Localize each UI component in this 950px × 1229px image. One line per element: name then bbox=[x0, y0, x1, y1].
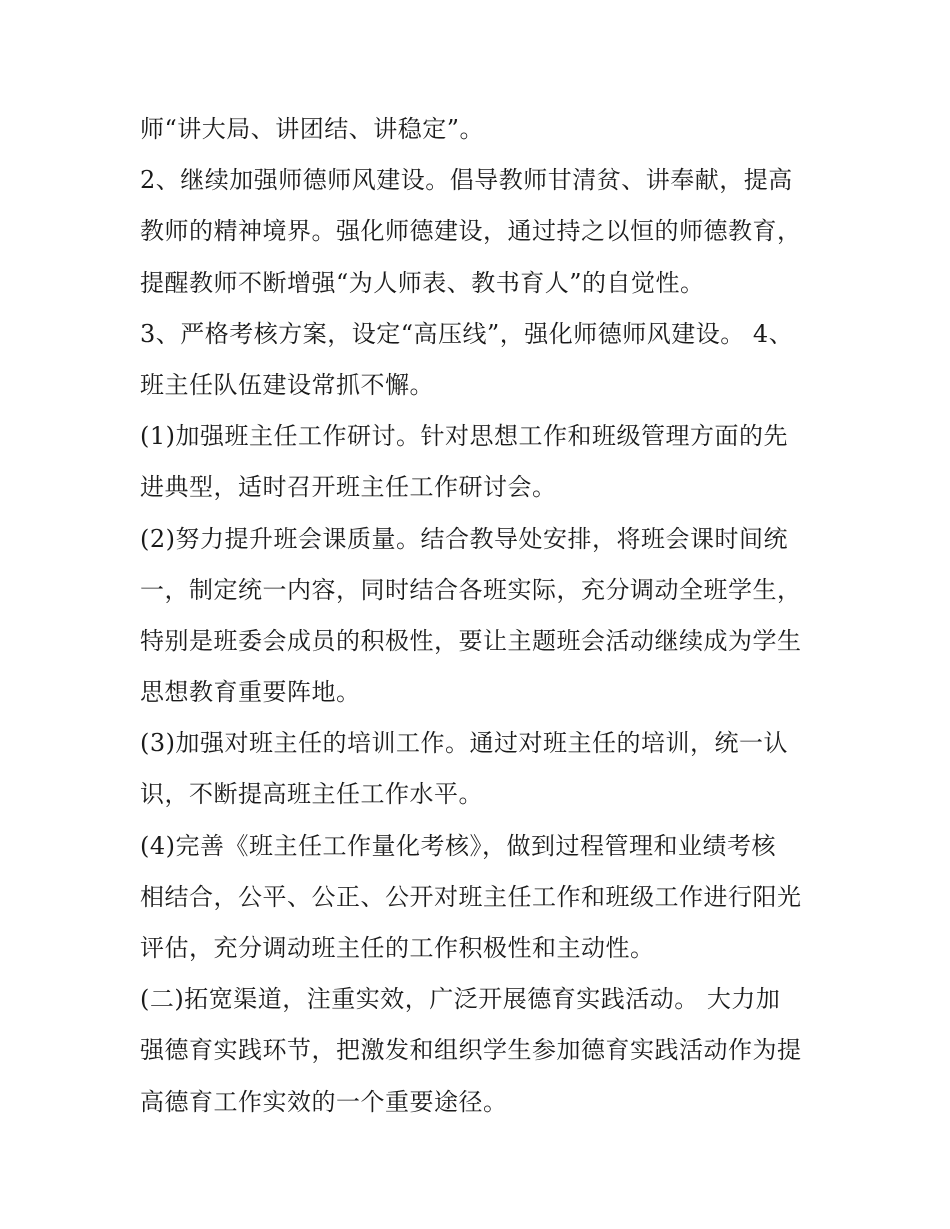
text-line: 2、继续加强师德师风建设。倡导教师甘清贫、讲奉献，提高 bbox=[140, 166, 793, 195]
text-line: 一，制定统一内容，同时结合各班实际，充分调动全班学生， bbox=[140, 575, 802, 604]
text-line: 强德育实践环节，把激发和组织学生参加德育实践活动作为提 bbox=[140, 1036, 802, 1065]
text-line: 师“讲大局、讲团结、讲稳定”。 bbox=[140, 115, 485, 143]
text-line: (3)加强对班主任的培训工作。通过对班主任的培训，统一认 bbox=[140, 729, 788, 758]
text-line: 识，不断提高班主任工作水平。 bbox=[140, 780, 483, 809]
document-body bbox=[140, 104, 820, 1128]
text-line: 进典型，适时召开班主任工作研讨会。 bbox=[140, 473, 557, 502]
text-line: 3、严格考核方案，设定“高压线”，强化师德师风建设。 4、 bbox=[140, 319, 794, 348]
text-line: 班主任队伍建设常抓不懈。 bbox=[140, 370, 434, 399]
text-line: 相结合，公平、公正、公开对班主任工作和班级工作进行阳光 bbox=[140, 882, 802, 911]
text-line: 评估，充分调动班主任的工作积极性和主动性。 bbox=[140, 934, 655, 962]
text-line: 高德育工作实效的一个重要途径。 bbox=[140, 1087, 508, 1116]
text-line: (二)拓宽渠道，注重实效，广泛开展德育实践活动。 大力加 bbox=[140, 985, 781, 1014]
text-line: 特别是班委会成员的积极性，要让主题班会活动继续成为学生 bbox=[140, 626, 802, 655]
text-line: (1)加强班主任工作研讨。针对思想工作和班级管理方面的先 bbox=[140, 422, 788, 451]
text-line: 教师的精神境界。强化师德建设，通过持之以恒的师德教育， bbox=[140, 217, 802, 246]
text-line: 提醒教师不断增强“为人师表、教书育人”的自觉性。 bbox=[140, 268, 705, 297]
text-line: (4)完善《班主任工作量化考核》，做到过程管理和业绩考核 bbox=[140, 831, 776, 860]
text-line: (2)努力提升班会课质量。结合教导处安排，将班会课时间统 bbox=[140, 524, 788, 553]
text-line: 思想教育重要阵地。 bbox=[140, 678, 361, 707]
